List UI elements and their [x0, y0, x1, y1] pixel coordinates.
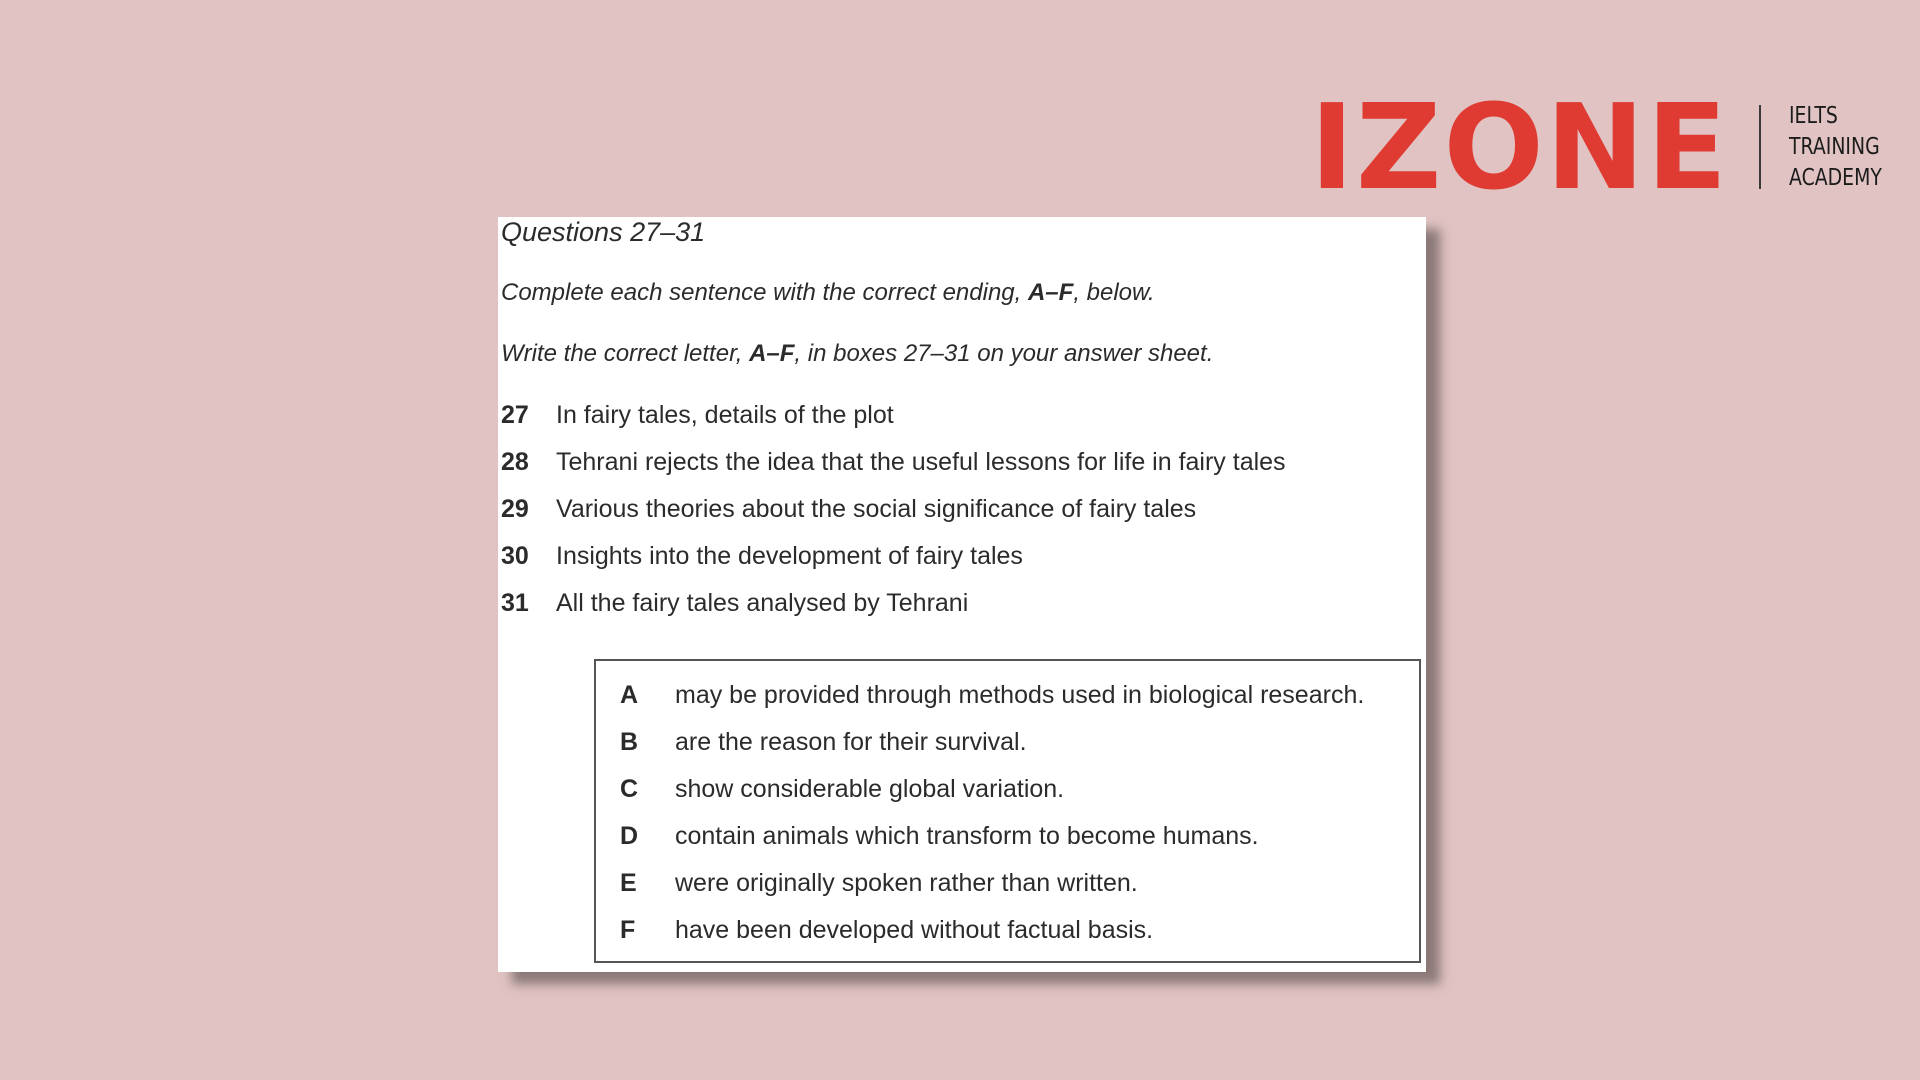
logo-tagline	[1789, 101, 1882, 194]
ending-option	[620, 821, 1259, 851]
ending-option	[620, 680, 1364, 710]
question-text: Insights into the development of fairy tales	[556, 542, 1023, 570]
option-letter: F	[620, 916, 636, 944]
question-number: 30	[501, 542, 529, 570]
option-text: have been developed without factual basis.	[675, 916, 1154, 944]
option-letter: A	[620, 681, 639, 709]
questions-heading: Questions 27–31	[501, 217, 706, 247]
question-number: 28	[501, 448, 529, 476]
question-item	[501, 447, 1286, 477]
logo-tagline-line: IELTS	[1789, 102, 1839, 129]
logo-divider	[1759, 105, 1761, 189]
logo-wordmark: IZONE	[1310, 78, 1730, 216]
question-number: 29	[501, 495, 529, 523]
option-text: are the reason for their survival.	[675, 728, 1027, 756]
logo-tagline-line: TRAINING	[1789, 133, 1880, 160]
instruction-text: Complete each sentence with the correct ending,	[501, 279, 1028, 306]
option-text: contain animals which transform to become humans.	[675, 822, 1259, 850]
option-letter: C	[620, 775, 639, 803]
instruction-text: , below.	[1073, 279, 1155, 306]
question-number: 27	[501, 401, 529, 429]
option-letter: D	[620, 822, 639, 850]
question-text: All the fairy tales analysed by Tehrani	[556, 589, 969, 617]
option-letter: B	[620, 728, 639, 756]
instruction-text: , in boxes 27–31 on your answer sheet.	[794, 340, 1214, 367]
option-text: were originally spoken rather than written.	[675, 869, 1138, 897]
option-letter: E	[620, 869, 637, 897]
question-text: Various theories about the social significance of fairy tales	[556, 495, 1197, 523]
instruction-write	[501, 340, 1213, 368]
ending-option	[620, 774, 1064, 804]
instruction-range: A–F	[749, 340, 795, 367]
option-text: show considerable global variation.	[675, 775, 1065, 803]
instruction-complete	[501, 279, 1155, 307]
exam-card	[498, 217, 1426, 972]
question-number: 31	[501, 589, 529, 617]
logo-tagline-line: ACADEMY	[1789, 164, 1883, 191]
question-item	[501, 494, 1196, 524]
instruction-text: Write the correct letter,	[501, 340, 750, 367]
izone-logo	[1310, 78, 1902, 216]
option-text: may be provided through methods used in biological research.	[675, 681, 1365, 709]
question-text: In fairy tales, details of the plot	[556, 401, 894, 429]
question-item	[501, 588, 968, 618]
ending-option	[620, 915, 1153, 945]
endings-box	[594, 659, 1421, 963]
question-item	[501, 400, 894, 430]
instruction-range: A–F	[1027, 279, 1074, 306]
question-item	[501, 541, 1023, 571]
question-text: Tehrani rejects the idea that the useful lessons for life in fairy tales	[556, 448, 1286, 476]
ending-option	[620, 727, 1027, 757]
ending-option	[620, 868, 1138, 898]
